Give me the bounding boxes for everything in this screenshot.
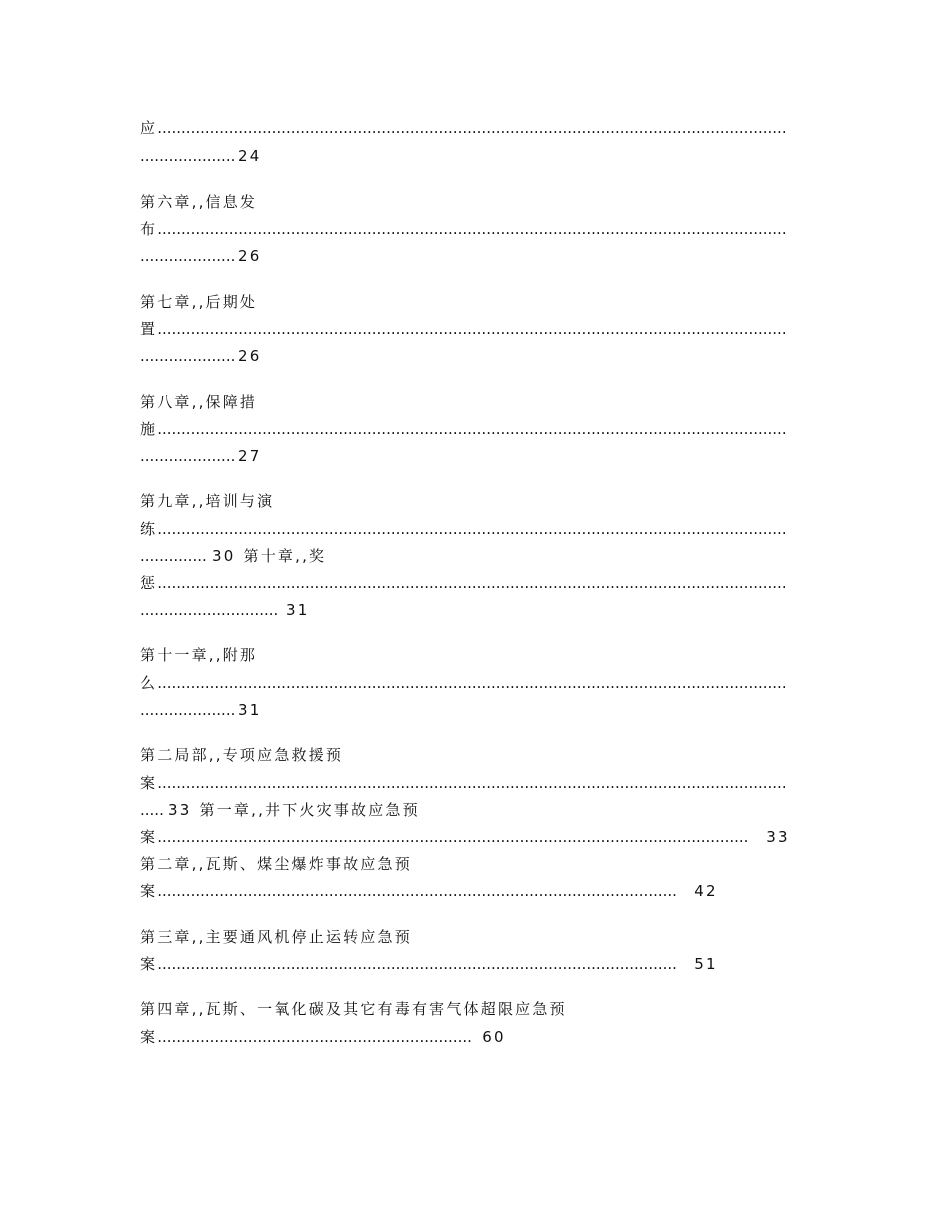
toc-line bbox=[140, 419, 807, 439]
toc-line bbox=[140, 246, 262, 266]
toc-title: 第二局部,,专项应急救援预 bbox=[140, 746, 344, 764]
toc-title: 案 bbox=[140, 774, 158, 792]
toc-line bbox=[140, 927, 412, 947]
toc-title: 第六章,,信息发 bbox=[140, 193, 258, 211]
leader-dots: .................................................................................................................................... bbox=[157, 220, 787, 238]
toc-page-number: 42 bbox=[694, 882, 718, 900]
leader-dots: .................................................................................................................................... bbox=[157, 774, 787, 792]
toc-page-number: 31 bbox=[286, 601, 310, 619]
leader-dots: .................................................................................................................................... bbox=[157, 520, 787, 538]
toc-page-number: 26 bbox=[238, 247, 262, 265]
toc-line bbox=[140, 600, 310, 620]
toc-title: 第九章,,培训与演 bbox=[140, 492, 275, 510]
toc-line bbox=[140, 827, 790, 847]
toc-page-number: 33 bbox=[766, 828, 790, 846]
toc-page-number: 26 bbox=[238, 347, 262, 365]
toc-line bbox=[140, 346, 262, 366]
toc-line bbox=[140, 881, 718, 901]
leader-dots: ..... bbox=[140, 801, 164, 819]
leader-dots: .................................................................................................................................... bbox=[157, 674, 787, 692]
toc-page-number: 31 bbox=[238, 701, 262, 719]
toc-line bbox=[140, 292, 257, 312]
toc-line bbox=[140, 192, 257, 212]
leader-dots: ............................................................................................................. bbox=[157, 882, 677, 900]
leader-dots: .................................................................................................................................... bbox=[157, 574, 787, 592]
leader-dots: .............. bbox=[140, 547, 207, 565]
leader-dots: .................... bbox=[140, 147, 236, 165]
toc-line bbox=[140, 392, 257, 412]
leader-dots: .................................................................................................................................... bbox=[157, 119, 787, 137]
toc-line bbox=[140, 745, 343, 765]
toc-line bbox=[140, 1027, 506, 1047]
toc-line bbox=[140, 319, 807, 339]
toc-line bbox=[140, 146, 262, 166]
toc-line bbox=[140, 519, 807, 539]
toc-page-number: 30 bbox=[212, 547, 236, 565]
leader-dots: .................................................................. bbox=[157, 1028, 472, 1046]
toc-title: 第三章,,主要通风机停止运转应急预 bbox=[140, 928, 412, 946]
toc-line bbox=[140, 645, 257, 665]
toc-line bbox=[140, 954, 718, 974]
toc-page-number: 60 bbox=[482, 1028, 506, 1046]
toc-line bbox=[140, 800, 420, 820]
leader-dots: ............................................................................................................................ bbox=[157, 828, 749, 846]
toc-title: 第七章,,后期处 bbox=[140, 293, 258, 311]
leader-dots: .................................................................................................................................... bbox=[157, 420, 787, 438]
leader-dots: .................... bbox=[140, 701, 236, 719]
toc-title: 案 bbox=[140, 882, 158, 900]
toc-title: 第十一章,,附那 bbox=[140, 646, 258, 664]
toc-line bbox=[140, 118, 807, 138]
toc-title: 练 bbox=[140, 520, 158, 538]
toc-page-number: 24 bbox=[238, 147, 262, 165]
toc-title: 施 bbox=[140, 420, 158, 438]
toc-title: 第四章,,瓦斯、一氧化碳及其它有毒有害气体超限应急预 bbox=[140, 1000, 567, 1018]
toc-page-number: 27 bbox=[238, 447, 262, 465]
leader-dots: .................... bbox=[140, 247, 236, 265]
toc-title: 第一章,,井下火灾事故应急预 bbox=[199, 801, 420, 819]
toc-line bbox=[140, 673, 807, 693]
toc-title: 么 bbox=[140, 674, 158, 692]
toc-line bbox=[140, 491, 274, 511]
toc-line bbox=[140, 446, 262, 466]
toc-page-number: 33 bbox=[168, 801, 192, 819]
toc-line bbox=[140, 700, 262, 720]
toc-line bbox=[140, 546, 326, 566]
leader-dots: .................... bbox=[140, 447, 236, 465]
toc-title: 案 bbox=[140, 955, 158, 973]
toc-line bbox=[140, 219, 807, 239]
toc-line bbox=[140, 854, 412, 874]
leader-dots: ............................................................................................................. bbox=[157, 955, 677, 973]
toc-page-number: 51 bbox=[694, 955, 718, 973]
toc-title: 第八章,,保障措 bbox=[140, 393, 258, 411]
toc-title: 布 bbox=[140, 220, 158, 238]
toc-title: 应 bbox=[140, 119, 158, 137]
toc-title: 第二章,,瓦斯、煤尘爆炸事故应急预 bbox=[140, 855, 412, 873]
toc-line bbox=[140, 573, 807, 593]
toc-title: 案 bbox=[140, 1028, 158, 1046]
toc-title: 置 bbox=[140, 320, 158, 338]
toc-title: 案 bbox=[140, 828, 158, 846]
leader-dots: .................................................................................................................................... bbox=[157, 320, 787, 338]
toc-title: 第十章,,奖 bbox=[243, 547, 327, 565]
leader-dots: .................... bbox=[140, 347, 236, 365]
leader-dots: ............................. bbox=[140, 601, 279, 619]
toc-line bbox=[140, 773, 807, 793]
toc-title: 惩 bbox=[140, 574, 158, 592]
toc-line bbox=[140, 999, 567, 1019]
